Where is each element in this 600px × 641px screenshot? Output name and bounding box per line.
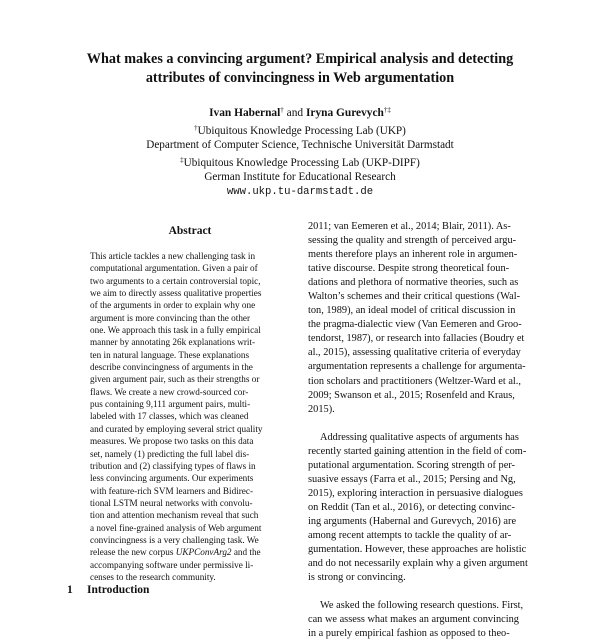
abstract-line: less convincing arguments. Our experiments [90, 473, 254, 484]
abstract-line: tribution and (2) classifying types of flaws in [90, 460, 256, 471]
author-conjunction: and [286, 107, 304, 119]
author-name: Iryna Gurevych [305, 107, 384, 119]
affiliation-line: Department of Computer Science, Technische Universität Darmstadt [146, 139, 454, 152]
body-line: suasive essays (Farra et al., 2015; Persing and Ng, [308, 473, 516, 485]
abstract-line: This article tackles a new challenging task in [90, 251, 256, 261]
title-line: attributes of convincingness in Web argumentation [145, 70, 455, 86]
body-line: 2009; Swanson et al., 2015; Rosenfeld and Kraus, [308, 389, 515, 401]
website-url: www.ukp.tu-darmstadt.de [226, 185, 374, 198]
body-line: gumentation. However, these approaches are holistic [308, 544, 527, 556]
abstract-line: labeled with 17 classes, which was cleaned [90, 411, 249, 422]
body-line: is strong or convincing. [308, 572, 406, 584]
body-line: 2015), exploring interaction in persuasive dialogues [308, 487, 523, 499]
body-line: 2015). [308, 403, 335, 415]
body-line: al., 2015), assessing qualitative criteria of everyday [308, 347, 521, 359]
abstract-line: convincingness is a very challenging task. We [90, 534, 259, 545]
paper-title [60, 50, 540, 88]
abstract-line: pus containing 9,111 argument pairs, multi- [90, 399, 251, 410]
body-line: recently started gaining attention in the field of com- [308, 445, 527, 457]
body-line: ing arguments (Habernal and Gurevych, 2016) are [308, 515, 517, 527]
title-line: What makes a convincing argument? Empirical analysis and detecting [86, 51, 514, 67]
affiliations [60, 121, 540, 199]
affiliation-text: Ubiquitous Knowledge Processing Lab (UKP) [197, 125, 406, 137]
body-line: sessing the quality and strength of perceived argu- [308, 235, 517, 247]
body-line: among recent attempts to tackle the quality of ar- [308, 529, 512, 541]
abstract-line: we aim to directly assess qualitative properties [90, 288, 262, 299]
affiliation-mark: ‡ [180, 155, 184, 164]
abstract-line: a novel fine-grained analysis of Web argument [90, 522, 262, 533]
section-heading [67, 584, 149, 596]
paragraph-gap [308, 417, 533, 431]
abstract-line: computational argumentation. Given a pair of [90, 263, 258, 274]
abstract-line: flaws. We create a new crowd-sourced cor- [90, 386, 249, 397]
affiliation-mark: † [194, 124, 198, 132]
affiliation-line: German Institute for Educational Research [204, 171, 396, 184]
body-line: tion scholars and practitioners (Weltzer-Ward et al., [308, 375, 521, 387]
affiliation-mark: †‡ [383, 106, 391, 114]
body-line: dations and plethora of normative theories, such as [308, 277, 519, 289]
abstract-heading: Abstract [168, 225, 212, 237]
body-line: argumentation represents a challenge for argumenta- [308, 361, 526, 373]
body-line: Walton’s schemes and their critical questions (Wal- [308, 291, 521, 303]
author-list [60, 103, 540, 120]
author-name: Ivan Habernal [209, 107, 281, 119]
affiliation-mark: † [280, 106, 284, 114]
abstract-line: manner by annotating 26k explanations writ- [90, 337, 256, 348]
abstract-text: and the [231, 547, 261, 558]
abstract-line: and curated by employing several strict quality [90, 423, 263, 434]
right-column-body [308, 220, 533, 641]
section-title: Introduction [87, 584, 150, 596]
body-line: ton, 1989), an ideal model of critical discussion in [308, 305, 516, 317]
affiliation-line [60, 153, 540, 170]
abstract-line: tion and attention mechanism reveal that such [90, 510, 259, 521]
section-number: 1 [67, 584, 73, 596]
body-line: the pragma-dialectic view (Van Eemeren and Groo- [308, 319, 522, 331]
abstract-line: of the arguments in order to explain why one [90, 300, 256, 311]
abstract-line: tional LSTM neural networks with convolu- [90, 497, 253, 508]
abstract-line: argument is more convincing than the other [90, 312, 251, 323]
corpus-name: UKPConvArg2 [175, 547, 232, 558]
abstract-line: accompanying software under permissive li- [90, 559, 254, 570]
body-line: 2011; van Eemeren et al., 2014; Blair, 2011). As- [308, 221, 511, 232]
abstract-line: censes to the research community. [90, 571, 216, 582]
abstract-line [90, 546, 290, 558]
abstract-line: two arguments to a certain controversial topic, [90, 275, 261, 286]
abstract-line: one. We approach this task in a fully empirical [90, 325, 261, 336]
abstract-line: ten in natural language. These explanations [90, 349, 250, 360]
body-line: on Reddit (Tan et al., 2016), or detecting convinc- [308, 501, 515, 513]
body-line: in a purely empirical fashion as opposed to theo- [308, 628, 510, 640]
body-line: putational argumentation. Scoring strength of per- [308, 459, 516, 471]
body-line: can we assess what makes an argument convincing [308, 614, 519, 626]
abstract-line: set, namely (1) predicting the full label dis- [90, 448, 250, 459]
body-line: Addressing qualitative aspects of arguments has [320, 431, 519, 443]
paragraph-gap [308, 585, 533, 599]
abstract-body [90, 250, 290, 583]
abstract-line: describe convincingness of arguments in the [90, 362, 253, 373]
body-line: tendorst, 1987), or research into fallacies (Boudry et [308, 333, 525, 345]
abstract-line: with feature-rich SVM learners and Bidirec- [90, 485, 254, 496]
body-line: ments therefore plays an inherent role in argumen- [308, 249, 518, 261]
abstract-text: release the new corpus [90, 547, 176, 558]
affiliation-line [60, 121, 540, 138]
affiliation-text: Ubiquitous Knowledge Processing Lab (UKP-DIPF) [183, 156, 420, 169]
abstract-line: measures. We propose two tasks on this data [90, 436, 254, 447]
body-line: We asked the following research questions. First, [320, 600, 524, 612]
abstract-line: given argument pair, such as their strengths or [90, 374, 260, 385]
body-line: tative discourse. Despite strong theoretical foun- [308, 263, 510, 275]
body-line: and do not necessarily explain why a given argument [308, 558, 528, 570]
